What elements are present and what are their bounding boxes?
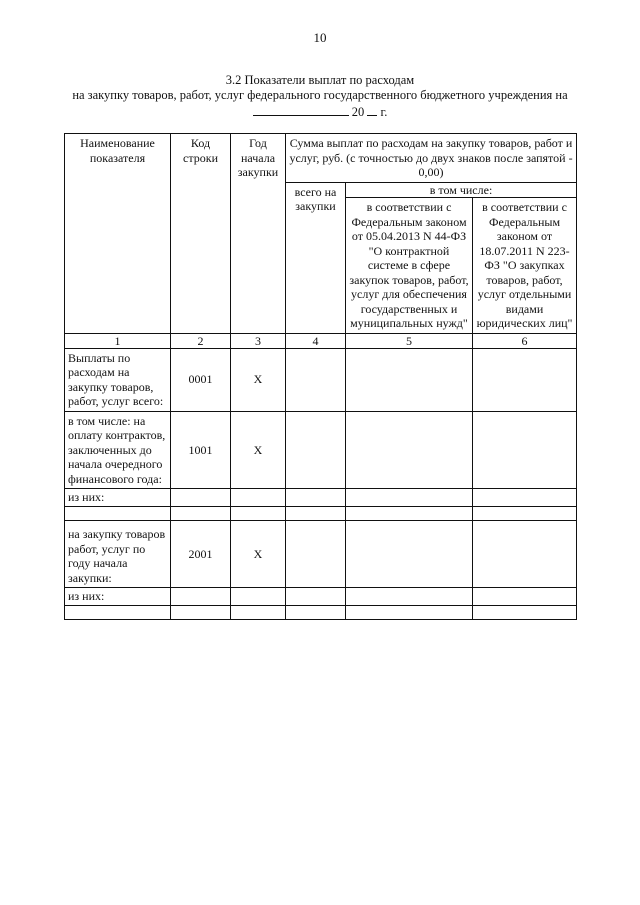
year-blank-field — [367, 104, 377, 116]
empty-cell[interactable] — [473, 507, 577, 521]
table-row-empty — [65, 606, 577, 620]
empty-cell[interactable] — [346, 507, 473, 521]
row-code: 1001 — [171, 411, 231, 489]
value-cell-law223[interactable] — [473, 489, 577, 507]
title-line-2: на закупку товаров, работ, услуг федерального государственного бюджетного учреждения на — [72, 88, 568, 102]
row-code[interactable] — [171, 489, 231, 507]
year-suffix: г. — [380, 105, 388, 119]
column-number: 3 — [231, 333, 286, 348]
empty-cell[interactable] — [231, 507, 286, 521]
table-row — [65, 348, 577, 411]
value-cell-law44[interactable] — [346, 411, 473, 489]
empty-cell[interactable] — [171, 606, 231, 620]
table-row — [65, 521, 577, 588]
row-year[interactable] — [231, 588, 286, 606]
value-cell-total[interactable] — [286, 348, 346, 411]
table-row-empty — [65, 507, 577, 521]
value-cell-law44[interactable] — [346, 348, 473, 411]
header-total: всего на закупки — [286, 182, 346, 333]
row-year: X — [231, 411, 286, 489]
column-number: 1 — [65, 333, 171, 348]
header-sum-group: Сумма выплат по расходам на закупку товаров, работ и услуг, руб. (с точностью до двух знаков после запятой - 0,00) — [286, 134, 577, 183]
row-name: из них: — [65, 588, 171, 606]
row-code: 0001 — [171, 348, 231, 411]
value-cell-total[interactable] — [286, 588, 346, 606]
value-cell-law44[interactable] — [346, 588, 473, 606]
row-year[interactable] — [231, 489, 286, 507]
value-cell-law44[interactable] — [346, 521, 473, 588]
page-number: 10 — [313, 30, 327, 45]
column-number: 5 — [346, 333, 473, 348]
column-number-row — [65, 333, 577, 348]
header-including: в том числе: — [346, 182, 577, 198]
header-law-223: в соответствии с Федеральным законом от 18.07.2011 N 223-ФЗ "О закупках товаров, работ, услуг отдельными видами юридических лиц" — [473, 198, 577, 334]
empty-cell[interactable] — [286, 606, 346, 620]
value-cell-total[interactable] — [286, 489, 346, 507]
empty-cell[interactable] — [65, 606, 171, 620]
title-date-line — [0, 104, 640, 120]
title-line-1: 3.2 Показатели выплат по расходам — [225, 73, 415, 87]
empty-cell[interactable] — [346, 606, 473, 620]
table-row — [65, 411, 577, 489]
header-line-code: Код строки — [171, 134, 231, 334]
value-cell-law44[interactable] — [346, 489, 473, 507]
column-number: 6 — [473, 333, 577, 348]
row-name: на закупку товаров работ, услуг по году начала закупки: — [65, 521, 171, 588]
value-cell-law223[interactable] — [473, 521, 577, 588]
value-cell-total[interactable] — [286, 521, 346, 588]
row-name: Выплаты по расходам на закупку товаров, работ, услуг всего: — [65, 348, 171, 411]
empty-cell[interactable] — [65, 507, 171, 521]
table-row — [65, 588, 577, 606]
row-year: X — [231, 521, 286, 588]
header-law-44: в соответствии с Федеральным законом от 05.04.2013 N 44-ФЗ "О контрактной системе в сфере закупок товаров, работ, услуг для обеспечения государственных и муниципальных нужд" — [346, 198, 473, 334]
document-title — [0, 73, 640, 103]
row-name: в том числе: на оплату контрактов, заключенных до начала очередного финансового года: — [65, 411, 171, 489]
header-purchase-year: Год начала закупки — [231, 134, 286, 334]
empty-cell[interactable] — [473, 606, 577, 620]
row-code: 2001 — [171, 521, 231, 588]
row-year: X — [231, 348, 286, 411]
date-blank-field — [253, 104, 349, 116]
table-row — [65, 489, 577, 507]
empty-cell[interactable] — [171, 507, 231, 521]
year-prefix: 20 — [351, 105, 365, 119]
payments-table — [64, 133, 577, 620]
column-number: 4 — [286, 333, 346, 348]
value-cell-law223[interactable] — [473, 411, 577, 489]
column-number: 2 — [171, 333, 231, 348]
row-name: из них: — [65, 489, 171, 507]
header-indicator-name: Наименование показателя — [65, 134, 171, 334]
row-code[interactable] — [171, 588, 231, 606]
empty-cell[interactable] — [231, 606, 286, 620]
value-cell-law223[interactable] — [473, 348, 577, 411]
value-cell-total[interactable] — [286, 411, 346, 489]
value-cell-law223[interactable] — [473, 588, 577, 606]
empty-cell[interactable] — [286, 507, 346, 521]
